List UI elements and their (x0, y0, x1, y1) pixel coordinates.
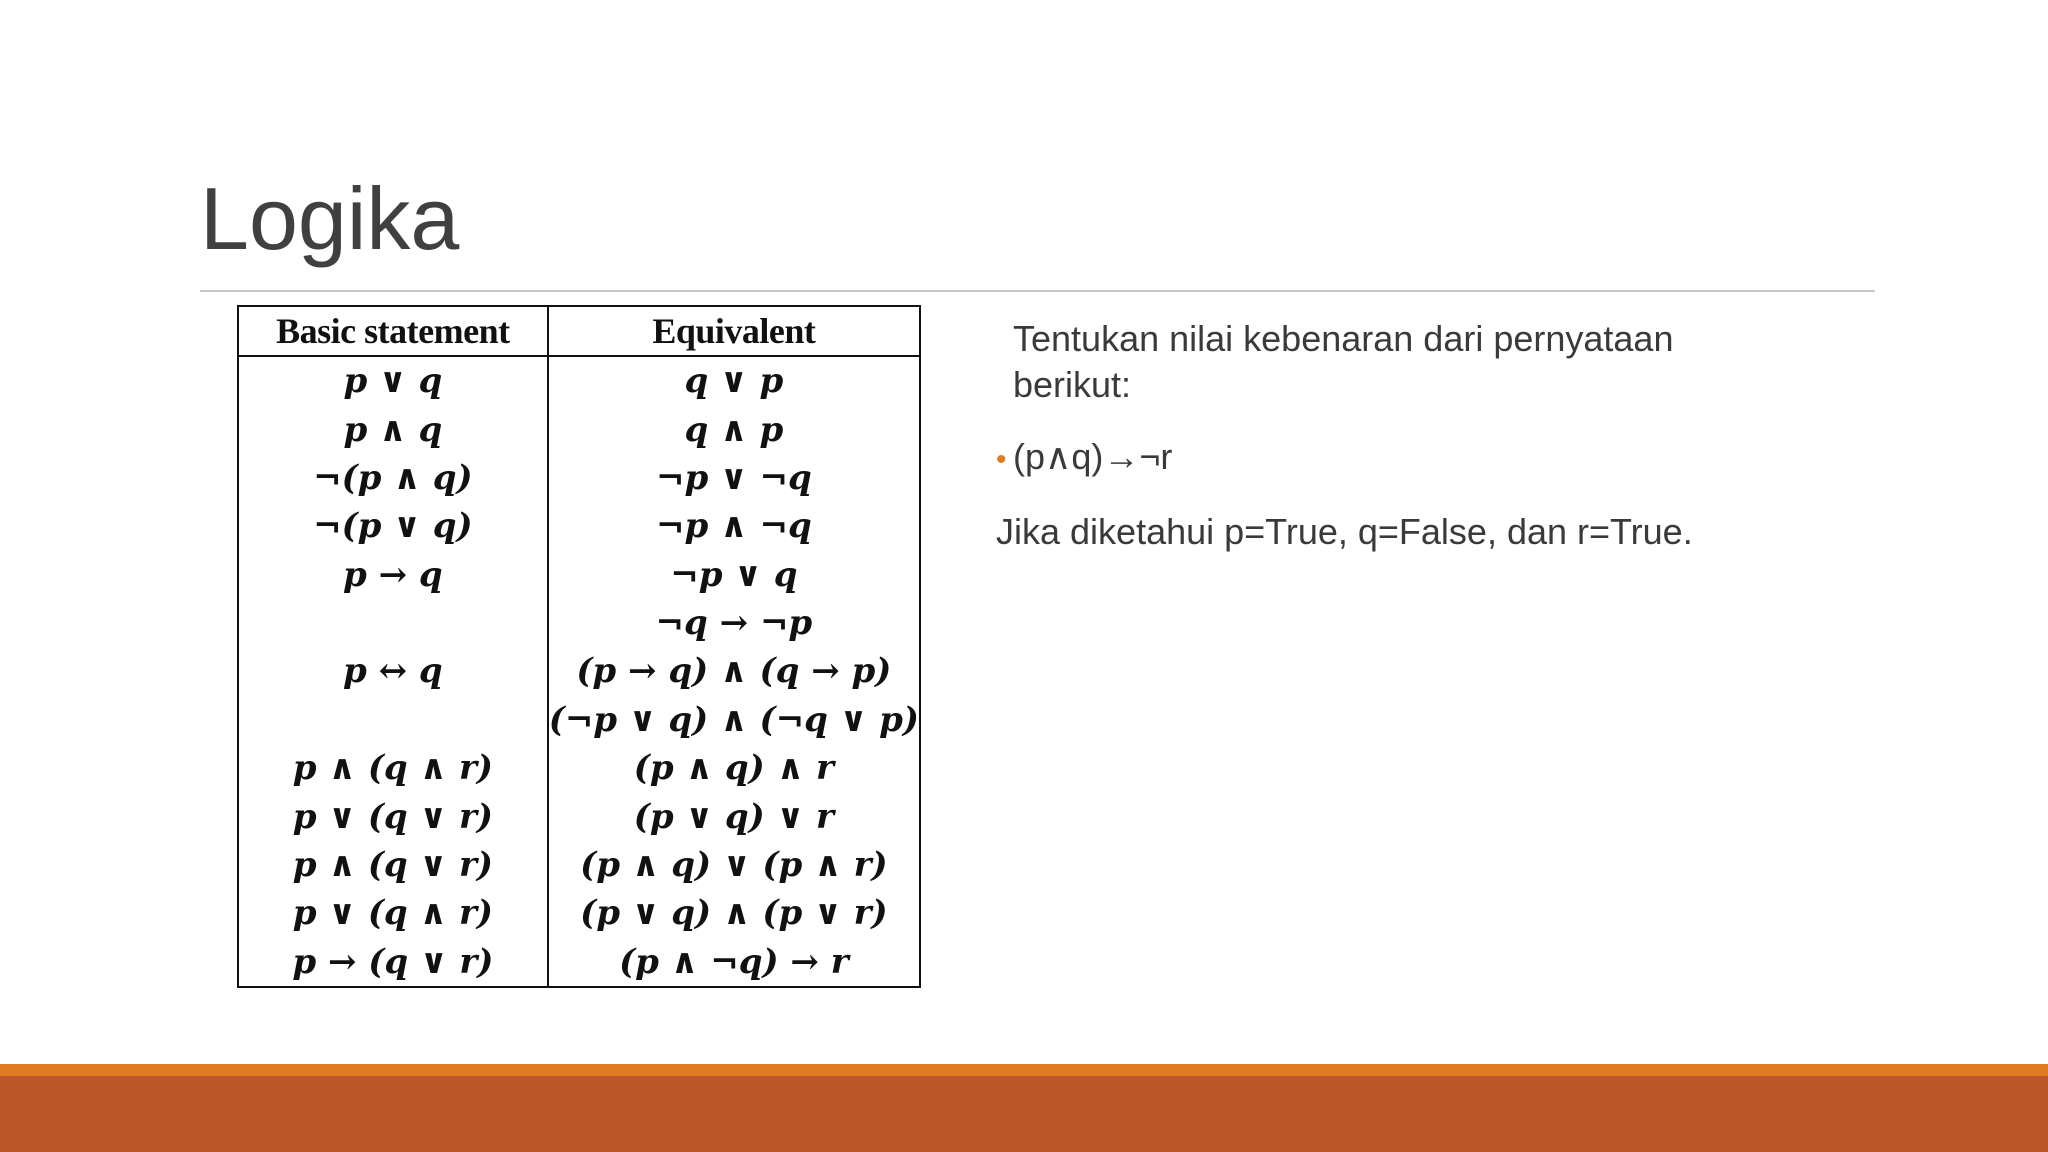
bullet-item (996, 434, 1796, 483)
footer-accent-bar (0, 1064, 2048, 1076)
header-basic-statement: Basic statement (238, 306, 548, 356)
table-row (238, 938, 920, 987)
table-row (238, 696, 920, 744)
header-equivalent: Equivalent (548, 306, 920, 356)
note-text: Jika diketahui p=True, q=False, dan r=True. (996, 511, 1693, 552)
equivalent-cell: (p ∧ ¬q) → r (619, 941, 849, 982)
title-divider (200, 290, 1875, 292)
equivalent-cell: (p ∨ q) ∨ r (633, 796, 834, 837)
basic-cell: p → q (238, 551, 548, 599)
equivalent-cell: ¬p ∨ ¬q (655, 457, 812, 498)
basic-cell: p → (q ∨ r) (238, 938, 548, 987)
equivalent-cell: ¬p ∧ ¬q (655, 506, 812, 547)
basic-cell (238, 696, 548, 744)
table-row (238, 356, 920, 405)
table-row (238, 502, 920, 550)
table-row (238, 744, 920, 792)
basic-cell: p ∧ (q ∨ r) (238, 841, 548, 889)
basic-cell: ¬(p ∧ q) (238, 454, 548, 502)
table-row (238, 889, 920, 937)
bullet-text: (p∧q)→¬r (1013, 436, 1173, 477)
table-row (238, 551, 920, 599)
basic-cell (238, 599, 548, 647)
equivalent-cell: ¬p ∨ q (670, 554, 798, 595)
basic-cell: p ∧ (q ∧ r) (238, 744, 548, 792)
footer-bar (0, 1076, 2048, 1152)
table-row (238, 599, 920, 647)
equivalent-cell: (p → q) ∧ (q → p) (576, 651, 892, 692)
table-header-row (238, 306, 920, 356)
basic-cell: ¬(p ∨ q) (238, 502, 548, 550)
slide-title: Logika (200, 169, 460, 268)
intro-text: Tentukan nilai kebenaran dari pernyataan berikut: (1013, 318, 1674, 405)
content-block (996, 316, 1796, 555)
equivalent-cell: (¬p ∨ q) ∧ (¬q ∨ p) (548, 699, 919, 740)
table-row (238, 841, 920, 889)
table-row (238, 454, 920, 502)
equivalent-cell: (p ∨ q) ∧ (p ∨ r) (580, 893, 888, 934)
basic-cell: p ↔ q (238, 647, 548, 695)
equivalent-cell: (p ∧ q) ∧ r (633, 748, 834, 789)
table-row (238, 405, 920, 453)
basic-cell: p ∨ (q ∧ r) (238, 889, 548, 937)
equivalence-table (237, 305, 921, 988)
table-row (238, 792, 920, 840)
basic-cell: p ∧ q (238, 405, 548, 453)
equivalent-cell: q ∨ p (684, 361, 784, 402)
basic-cell: p ∨ q (238, 356, 548, 405)
table-row (238, 647, 920, 695)
basic-cell: p ∨ (q ∨ r) (238, 792, 548, 840)
equivalent-cell: q ∧ p (684, 409, 784, 450)
equivalent-cell: ¬q → ¬p (655, 603, 813, 644)
equivalent-cell: (p ∧ q) ∨ (p ∧ r) (580, 844, 888, 885)
bullet-icon: • (996, 443, 1007, 476)
